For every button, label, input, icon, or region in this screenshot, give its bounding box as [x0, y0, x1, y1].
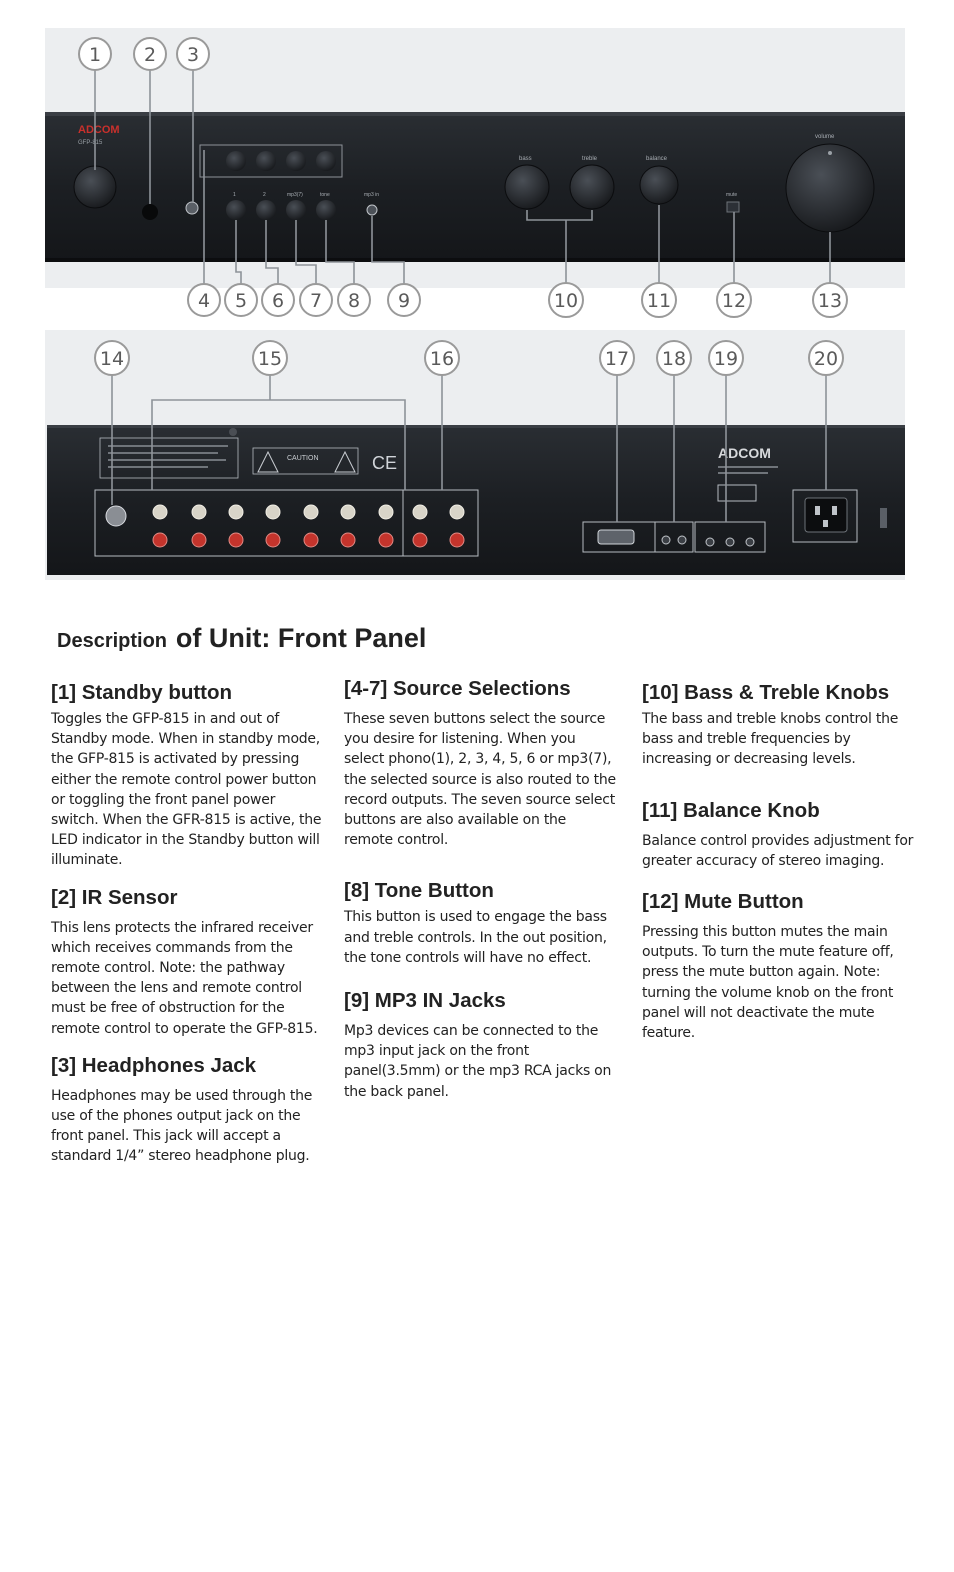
section-tone-button: [344, 878, 616, 968]
callout-15: [253, 341, 287, 375]
svg-text:7: 7: [309, 290, 323, 312]
section-body: Toggles the GFP-815 in and out of Standby mode. When in standby mode, the GFP-815 is activated by pressing either the remote control power button or toggling the front panel power switch. When the GFR-815 is active, the LED indicator in the Standby button will illuminate.: [51, 711, 322, 869]
svg-text:14: 14: [99, 348, 125, 370]
bass-knob: [505, 165, 549, 209]
section-title: [11] Balance Knob: [642, 798, 820, 822]
section-mp3-in: [344, 988, 616, 1102]
svg-text:9: 9: [397, 290, 411, 312]
tone-button: [316, 200, 336, 220]
treble-label: treble: [582, 156, 598, 162]
section-title: [4-7] Source Selections: [344, 677, 571, 700]
callout-17: [600, 341, 634, 375]
callout-5: [225, 284, 257, 316]
volume-knob: [786, 144, 874, 232]
front-button-label-4: tone: [320, 192, 330, 198]
svg-text:13: 13: [817, 290, 843, 312]
ce-mark: CE: [372, 453, 398, 473]
section-body: Mp3 devices can be connected to the mp3 input jack on the front panel(3.5mm) or the mp3 RCA jacks on the back panel.: [344, 1023, 612, 1100]
balance-knob: [640, 166, 678, 204]
page-title-prefix: Description: [57, 630, 168, 652]
callout-19: [709, 341, 743, 375]
callout-7: [300, 284, 332, 316]
source-button-top-4: [316, 151, 336, 171]
mp3-in-label: mp3 in: [364, 192, 380, 198]
section-title: [9] MP3 IN Jacks: [344, 989, 506, 1013]
callout-1: [79, 38, 111, 70]
section-body: Balance control provides adjustment for greater accuracy of stereo imaging.: [642, 832, 914, 869]
headphones-jack: [186, 202, 198, 214]
section-ir-sensor: [51, 885, 323, 1039]
callout-13: [813, 283, 847, 317]
svg-text:16: 16: [429, 348, 455, 370]
treble-knob: [570, 165, 614, 209]
source-button-2: [256, 200, 276, 220]
section-headphones: [51, 1053, 323, 1167]
front-button-label-3: mp3(7): [287, 192, 303, 198]
bass-label: bass: [519, 156, 532, 162]
front-panel-photo: [45, 112, 905, 262]
front-button-label-1: 1: [233, 192, 236, 198]
svg-text:1: 1: [88, 44, 102, 66]
column-2: [344, 676, 616, 1116]
callout-20: [809, 341, 843, 375]
column-3: [642, 680, 920, 1057]
product-diagram: [0, 0, 954, 600]
source-button-top-2: [256, 151, 276, 171]
section-balance: [642, 798, 920, 871]
mp3-in-jack: [367, 205, 377, 215]
callout-6: [262, 284, 294, 316]
svg-text:20: 20: [813, 348, 839, 370]
svg-text:8: 8: [347, 290, 361, 312]
section-title: [2] IR Sensor: [51, 885, 178, 909]
svg-text:3: 3: [186, 44, 200, 66]
section-bass-treble: [642, 680, 920, 770]
svg-text:6: 6: [271, 290, 285, 312]
callout-9: [388, 284, 420, 316]
section-body: These seven buttons select the source you desire for listening. When you select phono(1), 2, 3, 4, 5, 6 or mp3(7), the selected source is also routed to the record outputs. The seven source select buttons are also available on the remote control.: [344, 711, 616, 849]
section-title: [10] Bass & Treble Knobs: [642, 681, 890, 704]
source-button-mp3: [286, 200, 306, 220]
svg-text:18: 18: [661, 348, 687, 370]
rca-white-row: [153, 505, 464, 519]
svg-text:15: 15: [257, 348, 283, 370]
front-model: GFP-815: [78, 140, 103, 146]
callout-8: [338, 284, 370, 316]
svg-text:19: 19: [713, 348, 739, 370]
rear-logo: ADCOM: [718, 445, 771, 461]
callout-3: [177, 38, 209, 70]
svg-text:10: 10: [553, 290, 579, 312]
callout-4: [188, 284, 220, 316]
section-title: [1] Standby button: [51, 681, 233, 704]
standby-button: [74, 166, 116, 208]
volume-label: volume: [815, 134, 835, 140]
svg-text:17: 17: [604, 348, 630, 370]
section-mute: [642, 889, 920, 1043]
section-body: Headphones may be used through the use of the phones output jack on the front panel. This jack will accept a standard 1/4” stereo headphone plug.: [51, 1087, 313, 1165]
svg-text:4: 4: [197, 290, 211, 312]
callout-14: [95, 341, 129, 375]
callout-16: [425, 341, 459, 375]
callout-10: [549, 283, 583, 317]
section-title: [12] Mute Button: [642, 890, 804, 914]
ir-sensor: [142, 204, 158, 220]
source-button-top-3: [286, 151, 306, 171]
mute-label: mute: [726, 192, 738, 198]
section-body: The bass and treble knobs control the bass and treble frequencies by increasing or decreasing levels.: [642, 711, 899, 768]
svg-text:11: 11: [646, 290, 672, 312]
front-logo: ADCOM: [78, 124, 120, 136]
front-button-label-2: 2: [263, 192, 266, 198]
section-body: This lens protects the infrared receiver which receives commands from the remote control. Note: the pathway between the lens and remote control must be free of obstruction for the remote control to operate the GFP-815.: [51, 919, 318, 1037]
section-source-selections: [344, 676, 616, 850]
section-title: [8] Tone Button: [344, 879, 494, 903]
page-title: [57, 618, 426, 655]
column-1: [51, 680, 323, 1181]
balance-label: balance: [646, 156, 668, 162]
rs232-port: [598, 530, 634, 544]
callout-18: [657, 341, 691, 375]
phono-ground-post: [106, 506, 126, 526]
caution-label: CAUTION: [287, 455, 319, 462]
section-title: [3] Headphones Jack: [51, 1053, 257, 1077]
svg-text:2: 2: [143, 44, 157, 66]
section-standby: [51, 680, 323, 871]
section-body: This button is used to engage the bass and treble controls. In the out position, the tone controls will have no effect.: [344, 909, 607, 966]
source-button-1: [226, 200, 246, 220]
svg-text:12: 12: [721, 290, 747, 312]
callout-12: [717, 283, 751, 317]
source-button-top-1: [226, 151, 246, 171]
page-title-main: of Unit: Front Panel: [175, 623, 427, 653]
rear-panel-photo: [47, 425, 905, 575]
section-body: Pressing this button mutes the main outputs. To turn the mute feature off, press the mute button again. Note: turning the volume knob on the front panel will not deactivate the mute feature.: [642, 924, 894, 1042]
rca-red-row: [153, 533, 464, 547]
callout-2: [134, 38, 166, 70]
callout-11: [642, 283, 676, 317]
svg-text:5: 5: [234, 290, 248, 312]
mute-button: [727, 202, 739, 212]
